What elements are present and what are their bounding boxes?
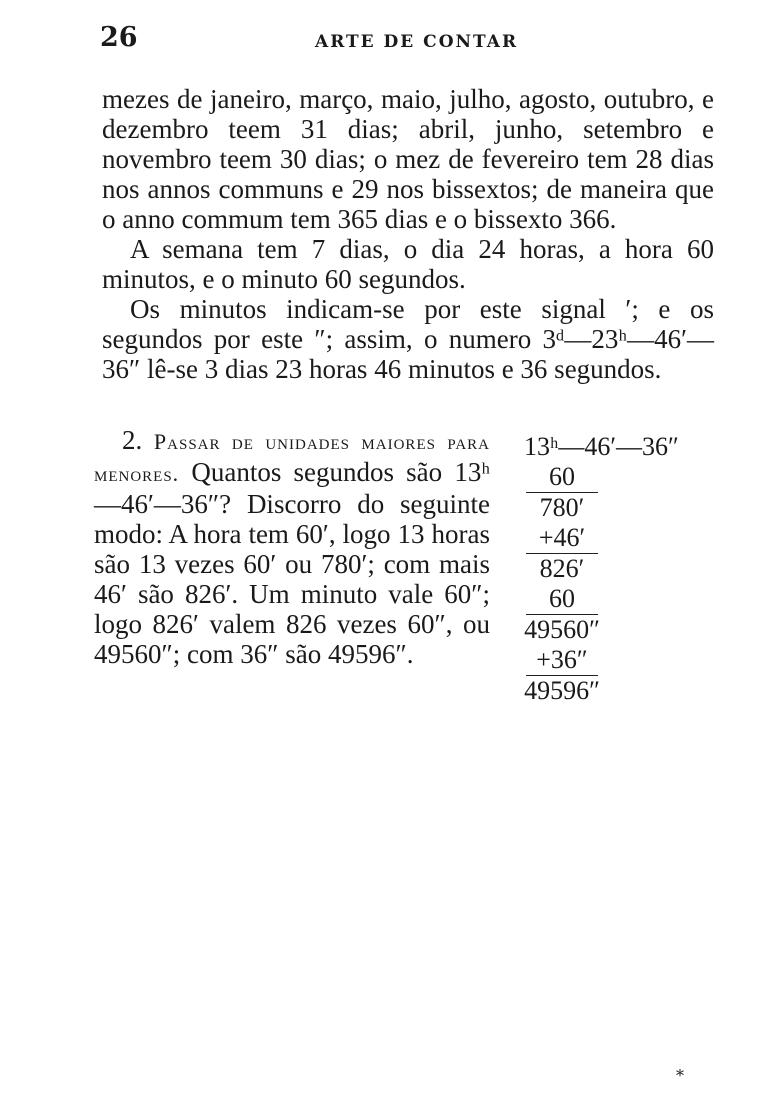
footer-mark: * bbox=[676, 1066, 684, 1085]
calc-expression: 13ʰ—46′—36″ bbox=[524, 432, 679, 461]
section-2 bbox=[94, 425, 490, 669]
section-paragraph bbox=[94, 425, 490, 669]
calc-row: 826′ bbox=[539, 554, 585, 583]
calc-result: 49596″ bbox=[524, 676, 600, 705]
page-number: 26 bbox=[100, 22, 138, 53]
paragraph-week: A semana tem 7 dias, o dia 24 horas, a hora 60 minutos, e o minuto 60 segundos. bbox=[102, 234, 714, 294]
calc-row: 60 bbox=[549, 584, 575, 613]
running-title: ARTE DE CONTAR bbox=[315, 32, 519, 52]
section-number: 2. bbox=[122, 425, 143, 455]
calc-row: +46′ bbox=[538, 523, 586, 552]
calc-row: 780′ bbox=[539, 493, 585, 522]
paragraph-signs: Os minutos indicam-se por este signal ′; e os segundos por este ″; assim, o numero 3ᵈ—23ʰ—46′—36″ lê-se 3 dias 23 horas 46 minutos e 36 segundos. bbox=[102, 294, 714, 384]
calculation-column bbox=[506, 432, 686, 706]
main-text bbox=[102, 84, 714, 384]
calc-row: 60 bbox=[549, 462, 575, 491]
section-text: Quantos segundos são 13ʰ—46′—36″? Discorro do seguinte modo: A hora tem 60′, logo 13 horas são 13 vezes 60′ ou 780′; com mais 46′ são 826′. Um minuto vale 60″; logo 826′ valem 826 vezes 60″, ou 49560″; com 36″ são 49596″. bbox=[94, 457, 491, 669]
calc-row: 49560″ bbox=[524, 615, 600, 644]
section-heading: Passar de unidades maiores para menores. bbox=[94, 429, 490, 486]
page-header bbox=[100, 22, 720, 58]
calc-row: +36″ bbox=[536, 645, 588, 674]
paragraph-months: mezes de janeiro, março, maio, julho, agosto, outubro, e dezembro teem 31 dias; abril, junho, setembro e novembro teem 30 dias; o mez de fevereiro tem 28 dias nos annos communs e 29 nos bissextos; de maneira que o anno commum tem 365 dias e o bissexto 366. bbox=[102, 84, 714, 234]
